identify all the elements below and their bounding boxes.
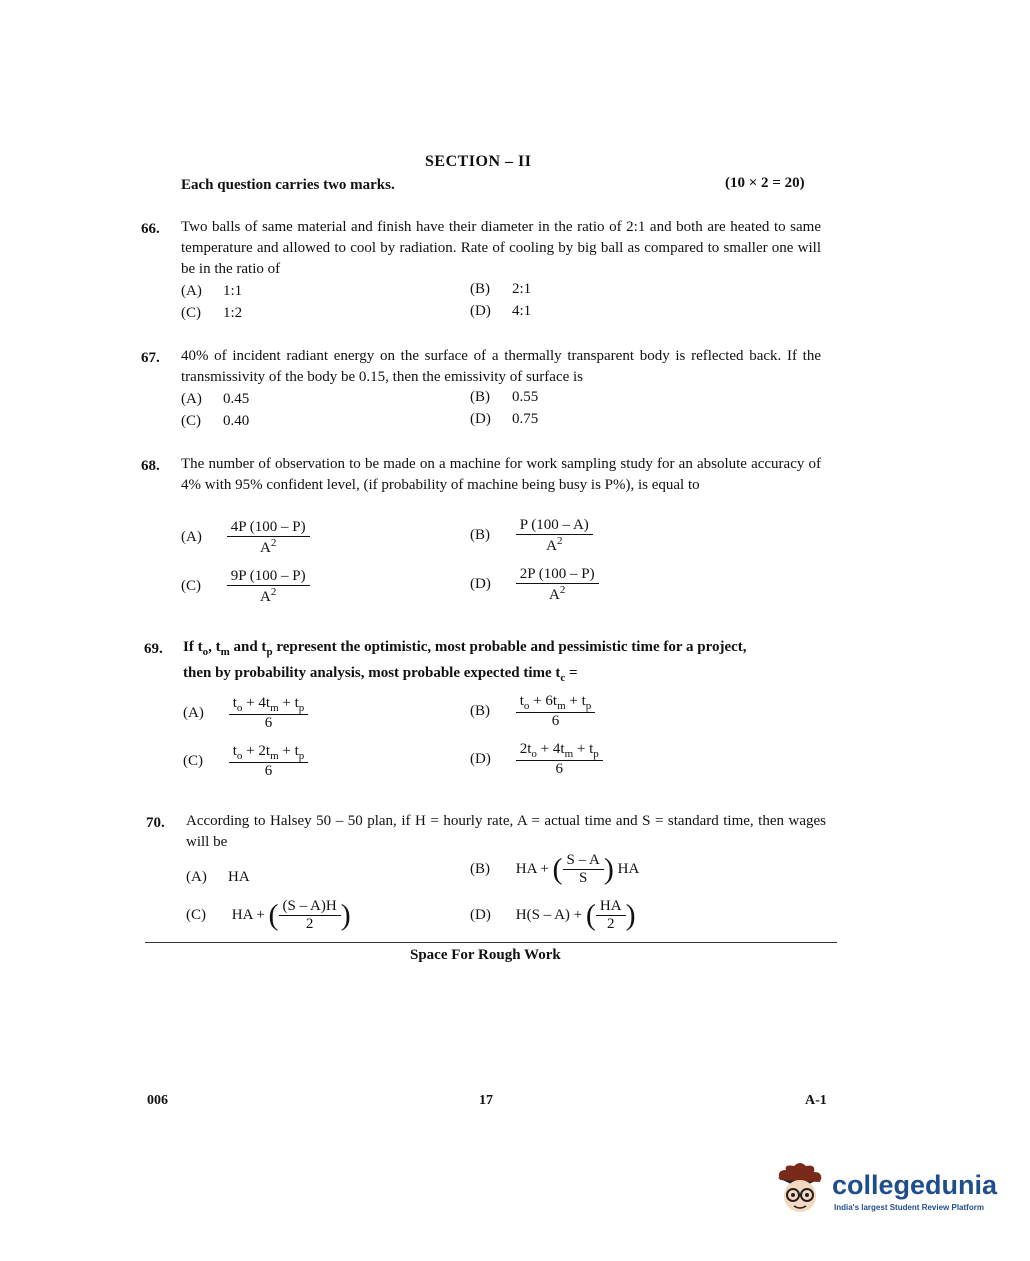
option-a: (A) $\frac{t_o + 4t_m + t_p}{6}$ [183,695,308,732]
section-title: SECTION – II [425,153,532,170]
question-number: 70. [146,815,165,831]
option-d: (D) H(S – A) + ( $\frac{HA}{2}$ ) [470,898,636,932]
option-c: (C) 1:2 [181,305,243,321]
option-d: (D) 0.75 [470,411,539,427]
option-c: (C) $\frac{9P (100 - P)}{A^2}$ [181,568,310,606]
option-b: (B) $\frac{P (100 - A)}{A^2}$ [470,517,593,555]
question-text: Two balls of same material and finish have their diameter in the ratio of 2:1 and both are heated to same temperature and allowed to cool by radiation. Rate of cooling by big ball as compared to smaller one will be in the ratio of [181,219,821,277]
page-number: 17 [479,1093,493,1108]
option-b: (B) 2:1 [470,281,532,297]
question-number: 68. [141,458,160,474]
question-text: 40% of incident radiant energy on the surface of a thermally transparent body is reflected back. If the transmissivity of the body be 0.15, then the emissivity of surface is [181,348,821,385]
question-number: 67. [141,350,160,366]
option-a: (A) $\frac{4P (100 - P)}{A^2}$ [181,519,310,557]
marks-total: (10 × 2 = 20) [725,175,805,191]
option-d: (D) 4:1 [470,303,532,319]
option-c: (C) $\frac{t_o + 2t_m + t_p}{6}$ [183,743,308,780]
question-text: The number of observation to be made on a machine for work sampling study for an absolute accuracy of 4% with 95% confident level, (if probability of machine being busy is P%), is equal to [181,456,821,493]
divider [145,942,837,943]
question-text: According to Halsey 50 – 50 plan, if H = hourly rate, A = actual time and S = standard time, then wages will be [186,813,826,850]
question-number: 69. [144,641,163,657]
option-c: (C) 0.40 [181,413,250,429]
question-text: If $t_o$, $t_m$ and $t_p$ represent the optimistic, most probable and pessimistic time for a project, then by probability analysis, most probable expected time $t_c$ = [183,639,747,684]
option-a: (A) 1:1 [181,283,243,299]
option-c: (C) HA + ( $\frac{(S - A)H}{2}$ ) [186,898,351,932]
paper-code: 006 [147,1093,168,1108]
marks-note: Each question carries two marks. [181,177,395,193]
rough-work-label: Space For Rough Work [410,947,561,963]
option-b: (B) HA + ( $\frac{S - A}{S}$ ) HA [470,852,640,886]
series-code: A-1 [805,1093,827,1108]
option-d: (D) $\frac{2t_o + 4t_m + t_p}{6}$ [470,741,603,778]
brand-tagline: India's largest Student Review Platform [834,1203,984,1212]
option-a: (A) 0.45 [181,391,250,407]
mascot-icon [770,1160,830,1220]
option-b: (B) $\frac{t_o + 6t_m + t_p}{6}$ [470,693,595,730]
option-b: (B) 0.55 [470,389,539,405]
option-a: (A) HA [186,869,250,885]
question-number: 66. [141,221,160,237]
option-d: (D) $\frac{2P (100 - P)}{A^2}$ [470,566,599,604]
brand-logo [770,1160,1000,1220]
brand-name: collegedunia [832,1170,998,1200]
